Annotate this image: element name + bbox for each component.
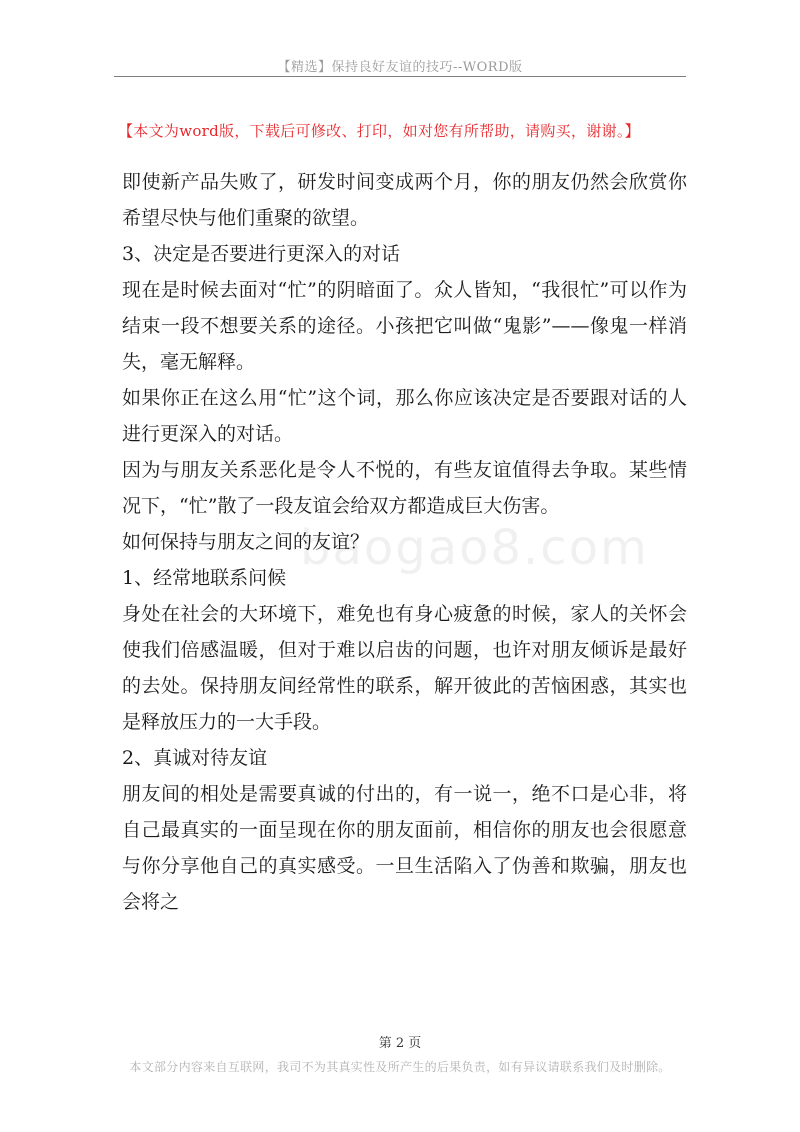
section-heading: 3、决定是否要进行更深入的对话 [122, 243, 401, 265]
paragraph: 如果你正在这么用“忙”这个词，那么你应该决定是否要跟对话的人进行更深入的对话。 [122, 387, 687, 445]
promo-notice: 【本文为word版，下载后可修改、打印，如对您有所帮助，请购买，谢谢。】 [118, 122, 640, 140]
paragraph: 即使新产品失败了，研发时间变成两个月，你的朋友仍然会欣赏你希望尽快与他们重聚的欲望。 [122, 171, 687, 229]
watermark: baogao8.com [300, 520, 649, 576]
section-heading: 2、真诚对待友谊 [122, 747, 268, 769]
header-divider [114, 76, 686, 77]
paragraph: 朋友间的相处是需要真诚的付出的，有一说一，绝不口是心非，将自己最真实的一面呈现在你的朋友面前，相信你的朋友也会很愿意与你分享他自己的真实感受。一旦生活陷入了伪善和欺骗，朋友也会将之 [122, 783, 687, 913]
paragraph: 因为与朋友关系恶化是令人不悦的，有些友谊值得去争取。某些情况下，“忙”散了一段友谊会给双方都造成巨大伤害。 [122, 459, 687, 517]
document-body [122, 164, 687, 920]
page-header: 【精选】保持良好友谊的技巧--WORD版 [277, 60, 523, 75]
section-heading: 如何保持与朋友之间的友谊？ [122, 531, 370, 553]
paragraph: 现在是时候去面对“忙”的阴暗面了。众人皆知，“我很忙”可以作为结束一段不想要关系的途径。小孩把它叫做“鬼影”——像鬼一样消失，毫无解释。 [122, 279, 687, 373]
page-footer: 本文部分内容来自互联网，我司不为其真实性及所产生的后果负责，如有异议请联系我们及时删除。 [129, 1060, 671, 1074]
page-number: 第 2 页 [378, 1036, 422, 1051]
section-heading: 1、经常地联系问候 [122, 567, 287, 589]
paragraph: 身处在社会的大环境下，难免也有身心疲惫的时候，家人的关怀会使我们倍感温暖，但对于难以启齿的问题，也许对朋友倾诉是最好的去处。保持朋友间经常性的联系，解开彼此的苦恼困惑，其实也是释放压力的一大手段。 [122, 603, 687, 733]
